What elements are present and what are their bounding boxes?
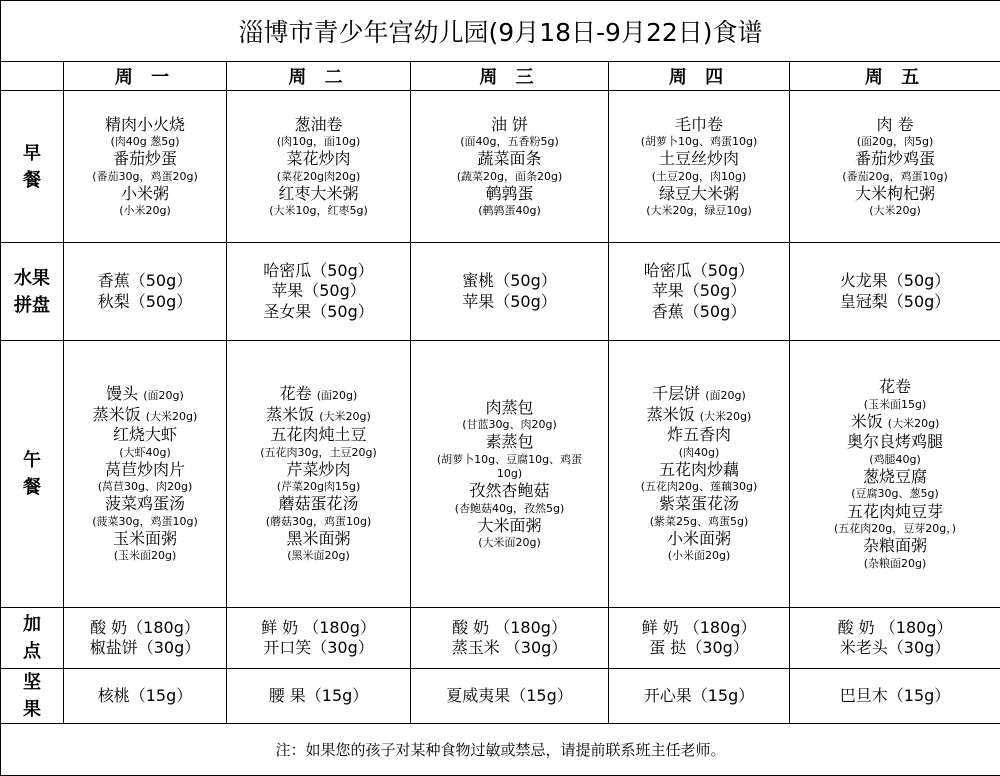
dish-line [790, 412, 1000, 432]
header-day-3: 周 三 [411, 62, 609, 91]
dish-name: 鲜 奶 （180g） [227, 618, 410, 638]
dish-ingredients: (胡萝卜10g、豆腐10g、鸡蛋 [411, 453, 608, 467]
dish-name: 红烧大虾 [64, 425, 226, 445]
dish-ingredients: (紫菜25g、鸡蛋5g) [609, 515, 789, 529]
dish-ingredients: (鹌鹑蛋40g) [411, 204, 608, 218]
page-title: 淄博市青少年宫幼儿园(9月18日-9月22日)食谱 [1, 1, 1000, 62]
header-day-4: 周 四 [609, 62, 790, 91]
dish-ingredients: (肉10g，面10g) [227, 135, 410, 149]
dish-ingredients: (蔬菜20g，面条20g) [411, 170, 608, 184]
dish-name: 肉蒸包 [411, 398, 608, 418]
row-nuts [1, 669, 1000, 724]
header-corner [1, 62, 64, 91]
dish-name: 火龙果（50g） [790, 271, 1000, 291]
meal-label-line: 点 [23, 641, 41, 662]
dish-name: 油 饼 [411, 115, 608, 135]
meal-label [1, 243, 64, 341]
meal-cell [227, 341, 411, 608]
dish-name: 核桃（15g） [64, 686, 226, 706]
dish-ingredients: (甘蓝30g、肉20g) [411, 418, 608, 432]
dish-ingredients: (小米面20g) [609, 549, 789, 563]
dish-name: 绿豆大米粥 [609, 184, 789, 204]
dish-ingredients: (面20g) [705, 389, 746, 402]
dish-ingredients: (莴苣30g、肉20g) [64, 480, 226, 494]
dish-name: 酸 奶 （180g） [790, 618, 1000, 638]
dish-ingredients: (胡萝卜10g、鸡蛋10g) [609, 135, 789, 149]
dish-ingredients: (豆腐30g、葱5g) [790, 487, 1000, 501]
dish-name: 蒸米饭 [266, 405, 314, 424]
dish-ingredients: (鸡腿40g) [790, 453, 1000, 467]
dish-ingredients: (五花肉30g，土豆20g) [227, 446, 410, 460]
dish-name: 苹果（50g） [609, 281, 789, 301]
dish-ingredients: (番茄30g，鸡蛋20g) [64, 170, 226, 184]
dish-name: 馒头 [106, 384, 138, 403]
dish-ingredients: (蘑菇30g，鸡蛋10g) [227, 515, 410, 529]
meal-label [1, 669, 64, 724]
header-day-5: 周 五 [790, 62, 1000, 91]
dish-name: 皇冠梨（50g） [790, 292, 1000, 312]
dish-ingredients: (大米面20g) [411, 536, 608, 550]
dish-name: 菠菜鸡蛋汤 [64, 494, 226, 514]
dish-ingredients: (大虾40g) [64, 446, 226, 460]
dish-ingredients: (面20g，肉5g) [790, 135, 1000, 149]
meal-cell [790, 91, 1000, 243]
dish-ingredients: (肉40g 葱5g) [64, 135, 226, 149]
header-day-2: 周 二 [227, 62, 411, 91]
dish-ingredients: (玉米面15g) [790, 398, 1000, 412]
meal-cell [609, 608, 790, 669]
dish-name: 鲜 奶 （180g） [609, 618, 789, 638]
meal-cell [64, 91, 227, 243]
dish-name: 毛巾卷 [609, 115, 789, 135]
dish-line [609, 384, 789, 404]
dish-line [227, 384, 410, 404]
meal-cell [64, 608, 227, 669]
dish-name: 米老头（30g） [790, 638, 1000, 658]
dish-name: 鹌鹑蛋 [411, 184, 608, 204]
meal-label-line: 拼盘 [14, 295, 50, 316]
meal-label-line: 坚 [23, 672, 41, 693]
row-snack [1, 608, 1000, 669]
dish-name: 花卷 [280, 384, 312, 403]
meal-label-line: 午 [23, 450, 41, 471]
dish-ingredients: (小米20g) [64, 204, 226, 218]
dish-name: 圣女果（50g） [227, 302, 410, 322]
dish-name: 哈密瓜（50g） [227, 261, 410, 281]
meal-label-line: 餐 [23, 170, 41, 191]
row-lunch [1, 341, 1000, 608]
dish-name: 玉米面粥 [64, 529, 226, 549]
dish-name: 肉 卷 [790, 115, 1000, 135]
dish-line [227, 405, 410, 425]
meal-cell [790, 243, 1000, 341]
dish-name: 大米面粥 [411, 516, 608, 536]
dish-name: 椒盐饼（30g） [64, 638, 226, 658]
dish-ingredients: (大米20g) [146, 410, 198, 423]
meal-cell [609, 243, 790, 341]
dish-ingredients: (番茄20g，鸡蛋10g) [790, 170, 1000, 184]
dish-ingredients: (大米20g) [319, 410, 371, 423]
dish-name: 黑米面粥 [227, 529, 410, 549]
dish-name: 蛋 挞（30g） [609, 638, 789, 658]
dish-ingredients: 10g) [411, 467, 608, 481]
dish-name: 千层饼 [652, 384, 700, 403]
dish-ingredients: (杏鲍菇40g，孜然5g) [411, 502, 608, 516]
dish-name: 苹果（50g） [227, 281, 410, 301]
meal-cell [64, 243, 227, 341]
dish-name: 哈密瓜（50g） [609, 261, 789, 281]
dish-name: 蒸玉米 （30g） [411, 638, 608, 658]
dish-ingredients: (五花肉20g，豆芽20g，) [790, 522, 1000, 536]
dish-ingredients: (黑米面20g) [227, 549, 410, 563]
row-fruit [1, 243, 1000, 341]
dish-name: 开口笑（30g） [227, 638, 410, 658]
dish-ingredients: (菜花20g肉20g) [227, 170, 410, 184]
dish-name: 小米面粥 [609, 529, 789, 549]
meal-label-line: 餐 [23, 477, 41, 498]
dish-name: 巴旦木（15g） [790, 686, 1000, 706]
dish-ingredients: (面20g) [317, 389, 358, 402]
dish-name: 开心果（15g） [609, 686, 789, 706]
dish-ingredients: (杂粮面20g) [790, 557, 1000, 571]
dish-name: 炸五香肉 [609, 425, 789, 445]
dish-name: 大米枸杞粥 [790, 184, 1000, 204]
dish-name: 腰 果（15g） [227, 686, 410, 706]
dish-name: 蒸米饭 [647, 405, 695, 424]
meal-cell [609, 341, 790, 608]
meal-label [1, 608, 64, 669]
dish-name: 蘑菇蛋花汤 [227, 494, 410, 514]
dish-name: 五花肉炖豆芽 [790, 502, 1000, 522]
meal-cell [411, 341, 609, 608]
dish-name: 紫菜蛋花汤 [609, 494, 789, 514]
dish-name: 蒸米饭 [93, 405, 141, 424]
meal-label [1, 341, 64, 608]
dish-name: 酸 奶 （180g） [411, 618, 608, 638]
dish-ingredients: (肉40g) [609, 446, 789, 460]
meal-label [1, 91, 64, 243]
dish-ingredients: (大米20g，绿豆10g) [609, 204, 789, 218]
dish-name: 红枣大米粥 [227, 184, 410, 204]
dish-ingredients: (大米20g) [790, 204, 1000, 218]
meal-label-line: 果 [23, 699, 41, 720]
meal-cell [790, 608, 1000, 669]
dish-name: 米饭 [851, 412, 883, 431]
dish-line [609, 405, 789, 425]
dish-ingredients: (面40g，五香粉5g) [411, 135, 608, 149]
dish-name: 香蕉（50g） [64, 271, 226, 291]
dish-name: 香蕉（50g） [609, 302, 789, 322]
dish-ingredients: (大米20g) [700, 410, 752, 423]
dish-name: 番茄炒蛋 [64, 149, 226, 169]
meal-cell [411, 669, 609, 724]
header-day-1: 周 一 [64, 62, 227, 91]
dish-name: 奥尔良烤鸡腿 [790, 432, 1000, 452]
dish-name: 苹果（50g） [411, 292, 608, 312]
meal-label-line: 早 [23, 143, 41, 164]
dish-ingredients: (菠菜30g，鸡蛋10g) [64, 515, 226, 529]
dish-name: 秋梨（50g） [64, 292, 226, 312]
meal-cell [411, 243, 609, 341]
dish-name: 莴苣炒肉片 [64, 460, 226, 480]
dish-name: 孜然杏鲍菇 [411, 481, 608, 501]
dish-ingredients: (芹菜20g肉15g) [227, 480, 410, 494]
dish-name: 土豆丝炒肉 [609, 149, 789, 169]
dish-line [64, 384, 226, 404]
meal-cell [227, 91, 411, 243]
meal-cell [411, 608, 609, 669]
dish-ingredients: (玉米面20g) [64, 549, 226, 563]
dish-name: 杂粮面粥 [790, 536, 1000, 556]
meal-cell [411, 91, 609, 243]
dish-line [64, 405, 226, 425]
dish-name: 素蒸包 [411, 432, 608, 452]
dish-name: 夏威夷果（15g） [411, 686, 608, 706]
dish-name: 五花肉炖土豆 [227, 425, 410, 445]
dish-name: 芹菜炒肉 [227, 460, 410, 480]
dish-ingredients: (面20g) [143, 389, 184, 402]
row-breakfast [1, 91, 1000, 243]
allergy-note: 注：如果您的孩子对某种食物过敏或禁忌，请提前联系班主任老师。 [1, 724, 1000, 776]
dish-name: 葱烧豆腐 [790, 467, 1000, 487]
dish-name: 小米粥 [64, 184, 226, 204]
meal-cell [64, 341, 227, 608]
dish-ingredients: (五花肉20g、莲藕30g) [609, 480, 789, 494]
meal-cell [64, 669, 227, 724]
dish-name: 花卷 [790, 377, 1000, 397]
dish-ingredients: (大米20g) [888, 417, 940, 430]
meal-cell [609, 91, 790, 243]
dish-name: 蔬菜面条 [411, 149, 608, 169]
dish-ingredients: (大米10g，红枣5g) [227, 204, 410, 218]
dish-name: 酸 奶（180g） [64, 618, 226, 638]
meal-cell [609, 669, 790, 724]
meal-label-line: 加 [23, 614, 41, 635]
meal-label-line: 水果 [14, 268, 50, 289]
meal-cell [227, 608, 411, 669]
meal-cell [227, 669, 411, 724]
meal-cell [790, 669, 1000, 724]
dish-name: 葱油卷 [227, 115, 410, 135]
meal-cell [790, 341, 1000, 608]
dish-name: 番茄炒鸡蛋 [790, 149, 1000, 169]
dish-ingredients: (土豆20g，肉10g) [609, 170, 789, 184]
dish-name: 蜜桃（50g） [411, 271, 608, 291]
dish-name: 五花肉炒藕 [609, 460, 789, 480]
meal-cell [227, 243, 411, 341]
dish-name: 菜花炒肉 [227, 149, 410, 169]
dish-name: 精肉小火烧 [64, 115, 226, 135]
